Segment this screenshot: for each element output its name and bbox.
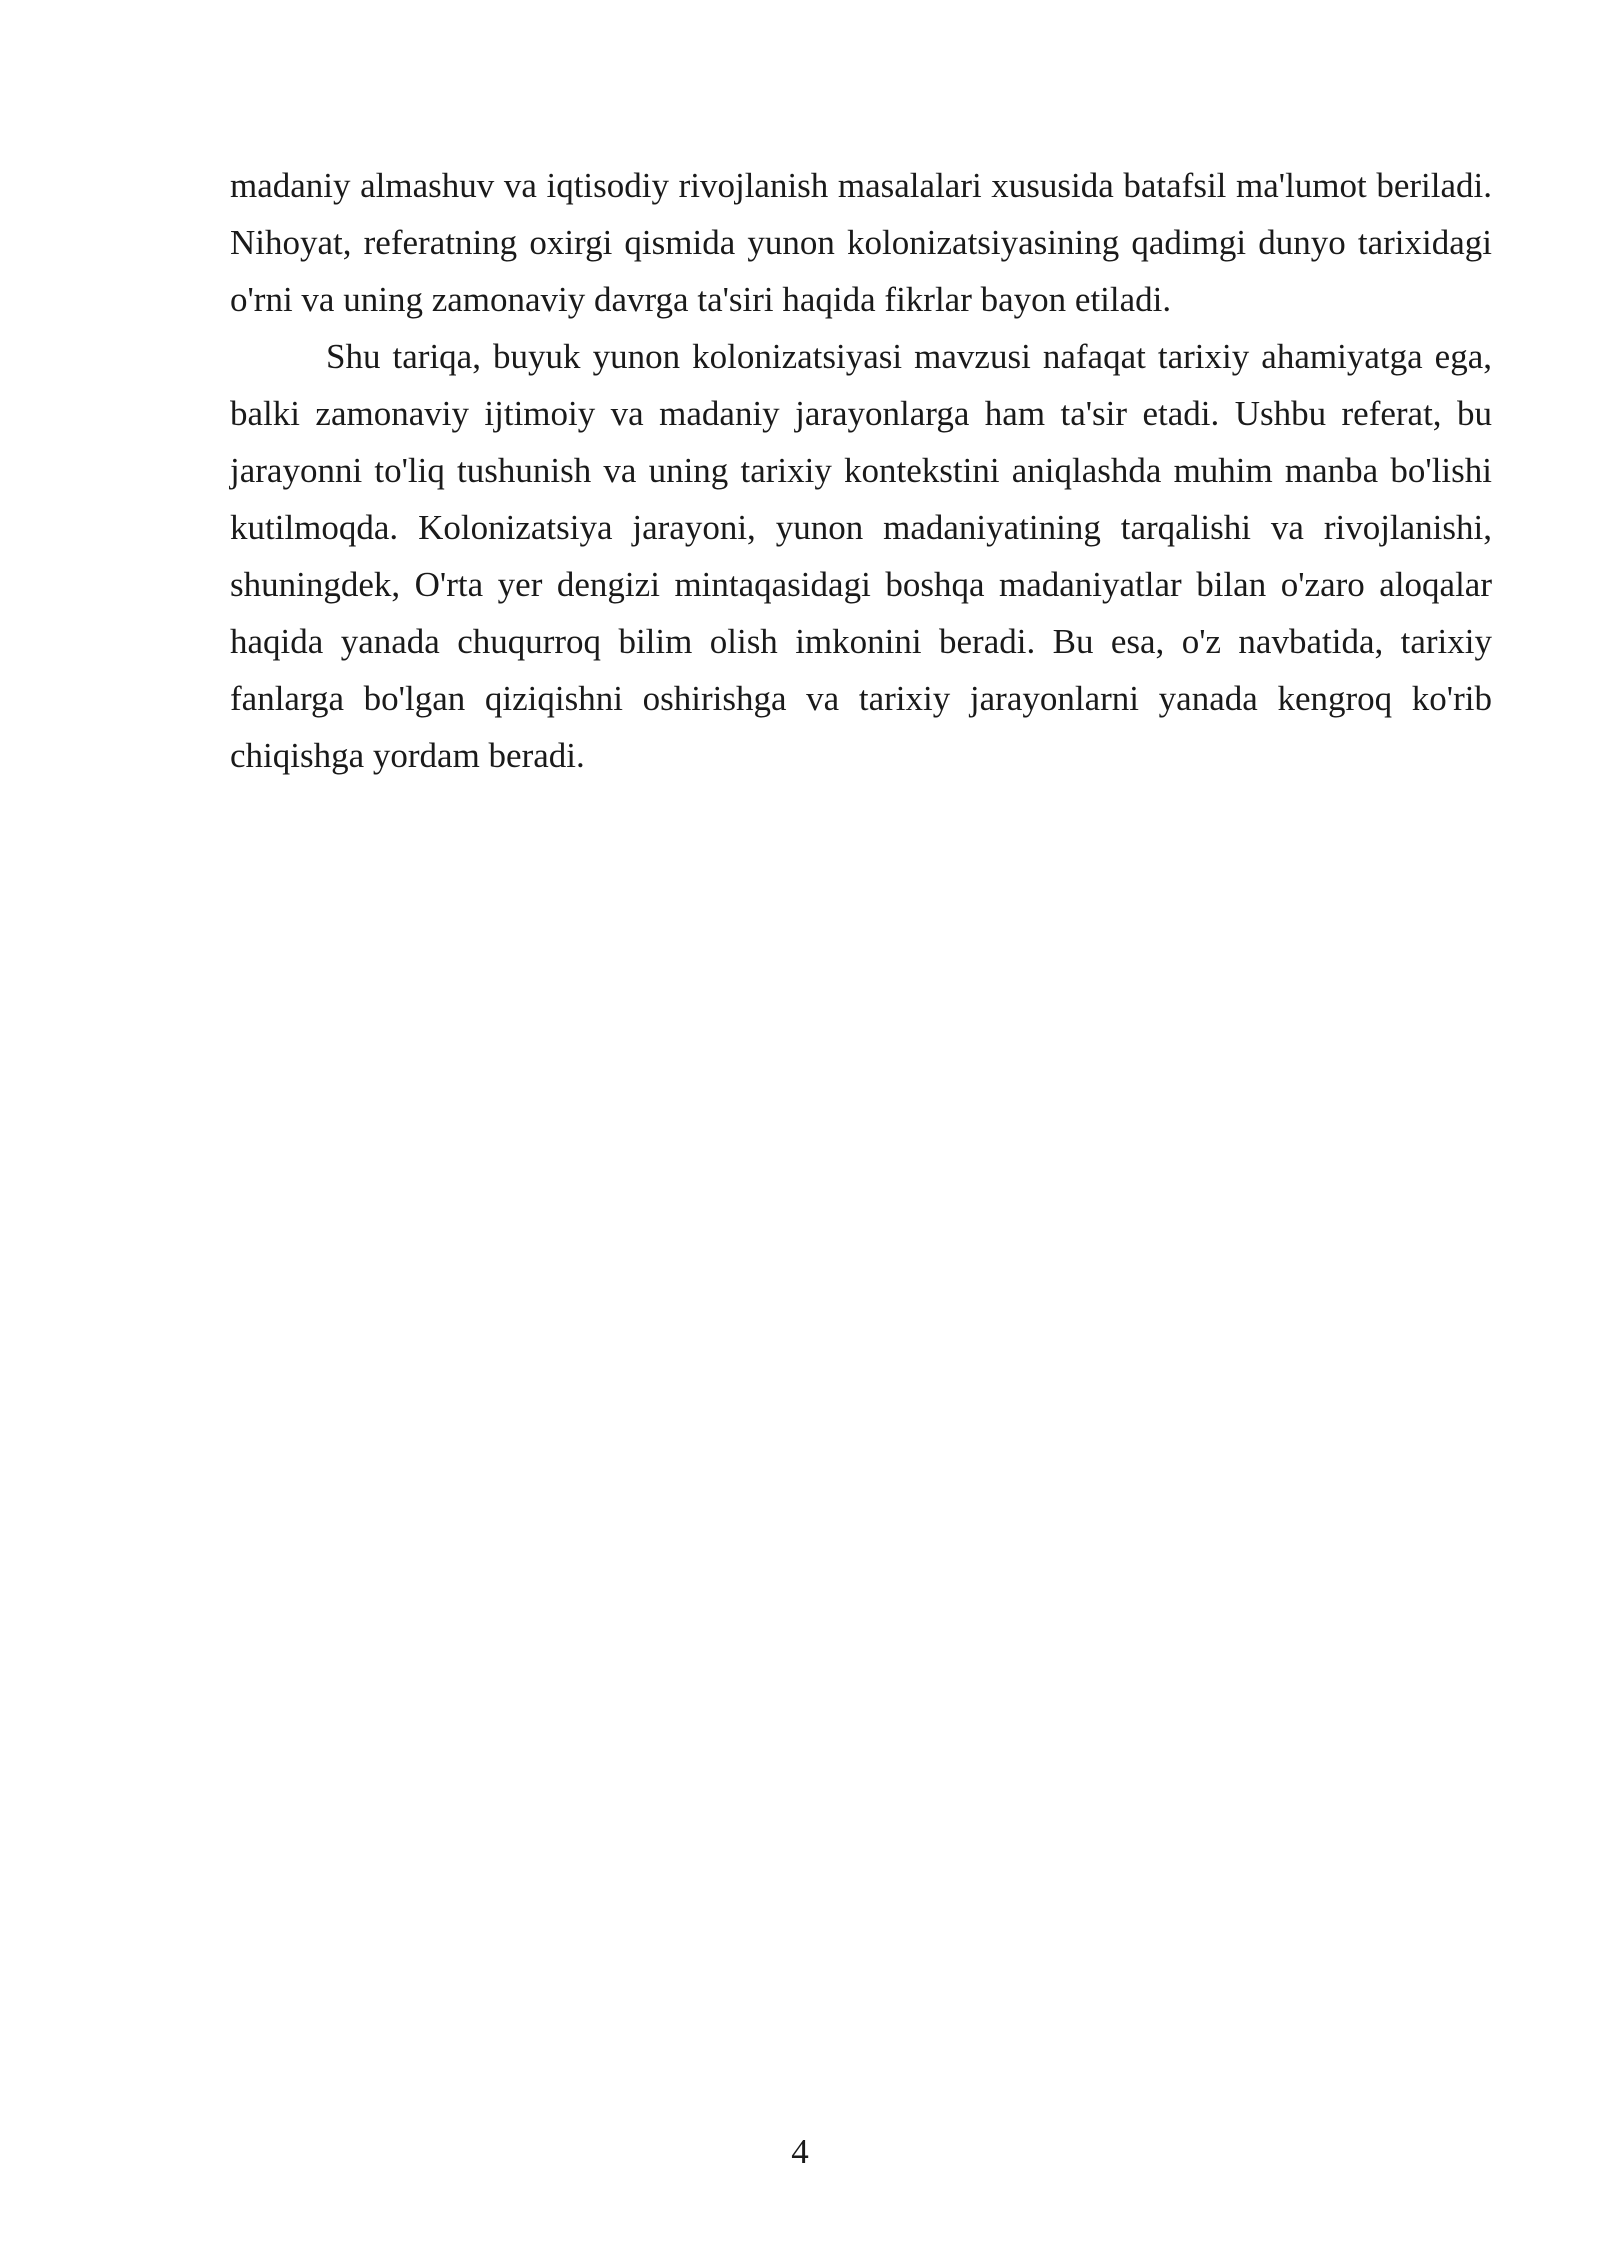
paragraph-conclusion: Shu tariqa, buyuk yunon kolonizatsiyasi mavzusi nafaqat tarixiy ahamiyatga ega, balki zamonaviy ijtimoiy va madaniy jarayonlarga ham ta'sir etadi. Ushbu referat, bu jarayonni to'liq tushunish va uning tarixiy kontekstini aniqlashda muhim manba bo'lishi kutilmoqda. Kolonizatsiya jarayoni, yunon madaniyatining tarqalishi va rivojlanishi, shuningdek, O'rta yer dengizi mintaqasidagi boshqa madaniyatlar bilan o'zaro aloqalar haqida yanada chuqurroq bilim olish imkonini beradi. Bu esa, o'z navbatida, tarixiy fanlarga bo'lgan qiziqishni oshirishga va tarixiy jarayonlarni yanada kengroq ko'rib chiqishga yordam beradi. [230, 337, 1492, 775]
paragraph-continuation: madaniy almashuv va iqtisodiy rivojlanish masalalari xususida batafsil ma'lumot beriladi. Nihoyat, referatning oxirgi qismida yunon kolonizatsiyasining qadimgi dunyo tarixidagi o'rni va uning zamonaviy davrga ta'siri haqida fikrlar bayon etiladi. [230, 166, 1492, 319]
page-number: 4 [791, 2132, 809, 2171]
body-text [230, 157, 1492, 784]
